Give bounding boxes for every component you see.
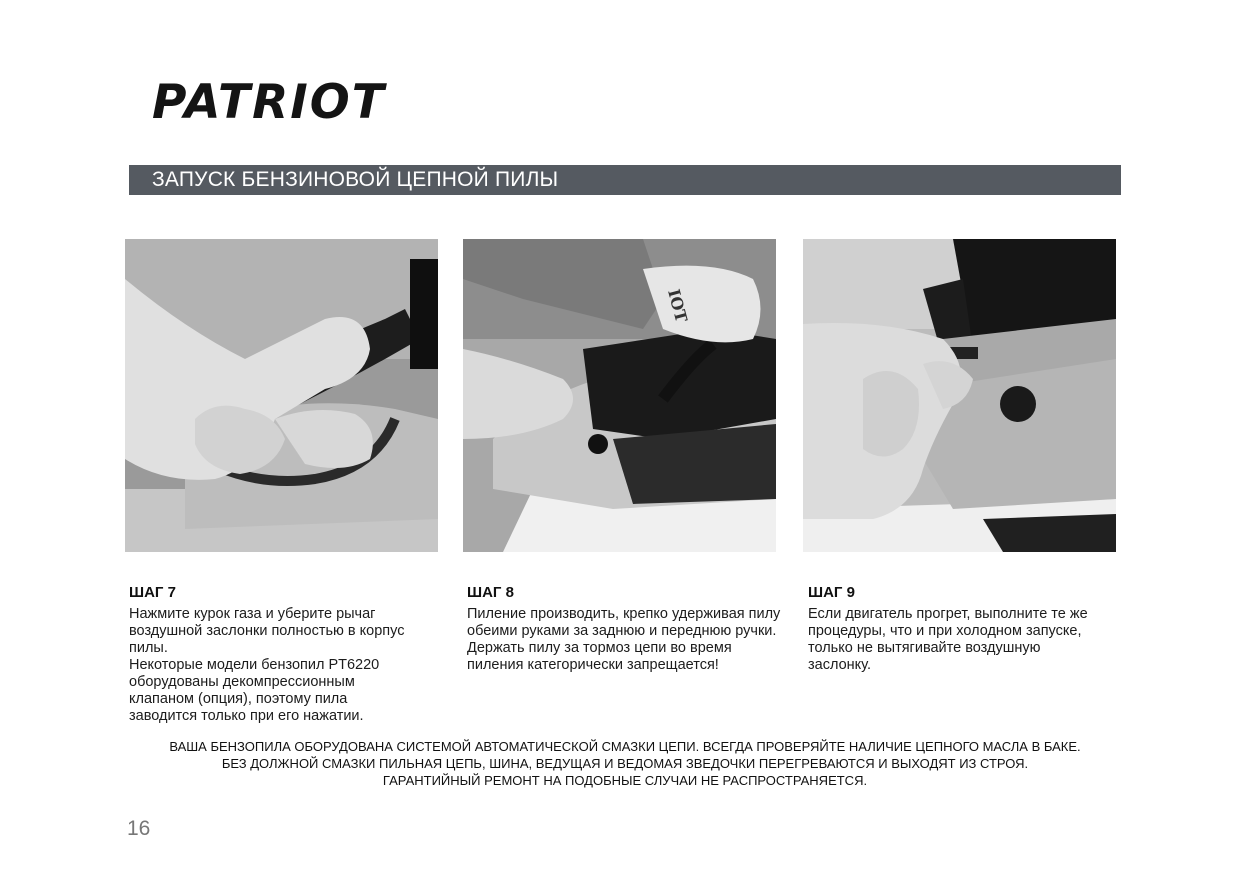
step-8-paragraph-1: Пиление производить, крепко удерживая пилу обеими руками за заднюю и переднюю ручки. <box>467 606 781 639</box>
step-8 <box>467 584 787 674</box>
step-9-paragraph-1: Если двигатель прогрет, выполните те же процедуры, что и при холодном запуске, только не вытягивайте воздушную заслонку. <box>808 606 1088 673</box>
logo-text: PATRIOT <box>152 76 386 126</box>
step-8-photo <box>463 239 776 552</box>
step-9 <box>808 584 1128 674</box>
glove-brand-text: IOT <box>664 287 692 325</box>
step-7-photo <box>125 239 438 552</box>
section-title: ЗАПУСК БЕНЗИНОВОЙ ЦЕПНОЙ ПИЛЫ <box>152 168 559 191</box>
notice-line-1: ВАША БЕНЗОПИЛА ОБОРУДОВАНА СИСТЕМОЙ АВТОМАТИЧЕСКОЙ СМАЗКИ ЦЕПИ. ВСЕГДА ПРОВЕРЯЙТЕ НАЛИЧИЕ ЦЕПНОГО МАСЛА В БАКЕ. <box>169 739 1081 754</box>
step-7-title: ШАГ 7 <box>129 584 176 601</box>
step-8-title: ШАГ 8 <box>467 584 514 601</box>
notice-line-2: БЕЗ ДОЛЖНОЙ СМАЗКИ ПИЛЬНАЯ ЦЕПЬ, ШИНА, ВЕДУЩАЯ И ВЕДОМАЯ ЗВЕДОЧКИ ПЕРЕГРЕВАЮТСЯ И ВЫХОДЯТ ИЗ СТРОЯ. <box>221 756 1029 771</box>
notice-line-3: ГАРАНТИЙНЫЙ РЕМОНТ НА ПОДОБНЫЕ СЛУЧАИ НЕ РАСПРОСТРАНЯЕТСЯ. <box>382 773 868 788</box>
step-9-body <box>808 606 1128 674</box>
step-7-paragraph-1: Нажмите курок газа и уберите рычаг воздушной заслонки полностью в корпус пилы. <box>129 606 405 656</box>
step-9-photo <box>803 239 1116 552</box>
step-8-paragraph-2: Держать пилу за тормоз цепи во время пиления категорически запрещается! <box>467 640 732 673</box>
step-8-body <box>467 606 787 674</box>
step-7-paragraph-2: Некоторые модели бензопил PT6220 оборудованы декомпрессионным клапаном (опция), поэтому пила заводится только при его нажатии. <box>129 657 380 724</box>
patriot-logo <box>152 76 414 126</box>
step-7-body <box>129 606 449 725</box>
lubrication-notice <box>110 738 1140 789</box>
section-header-bar <box>129 165 1121 195</box>
step-7 <box>129 584 449 725</box>
page-number: 16 <box>127 817 151 840</box>
step-9-title: ШАГ 9 <box>808 584 855 601</box>
